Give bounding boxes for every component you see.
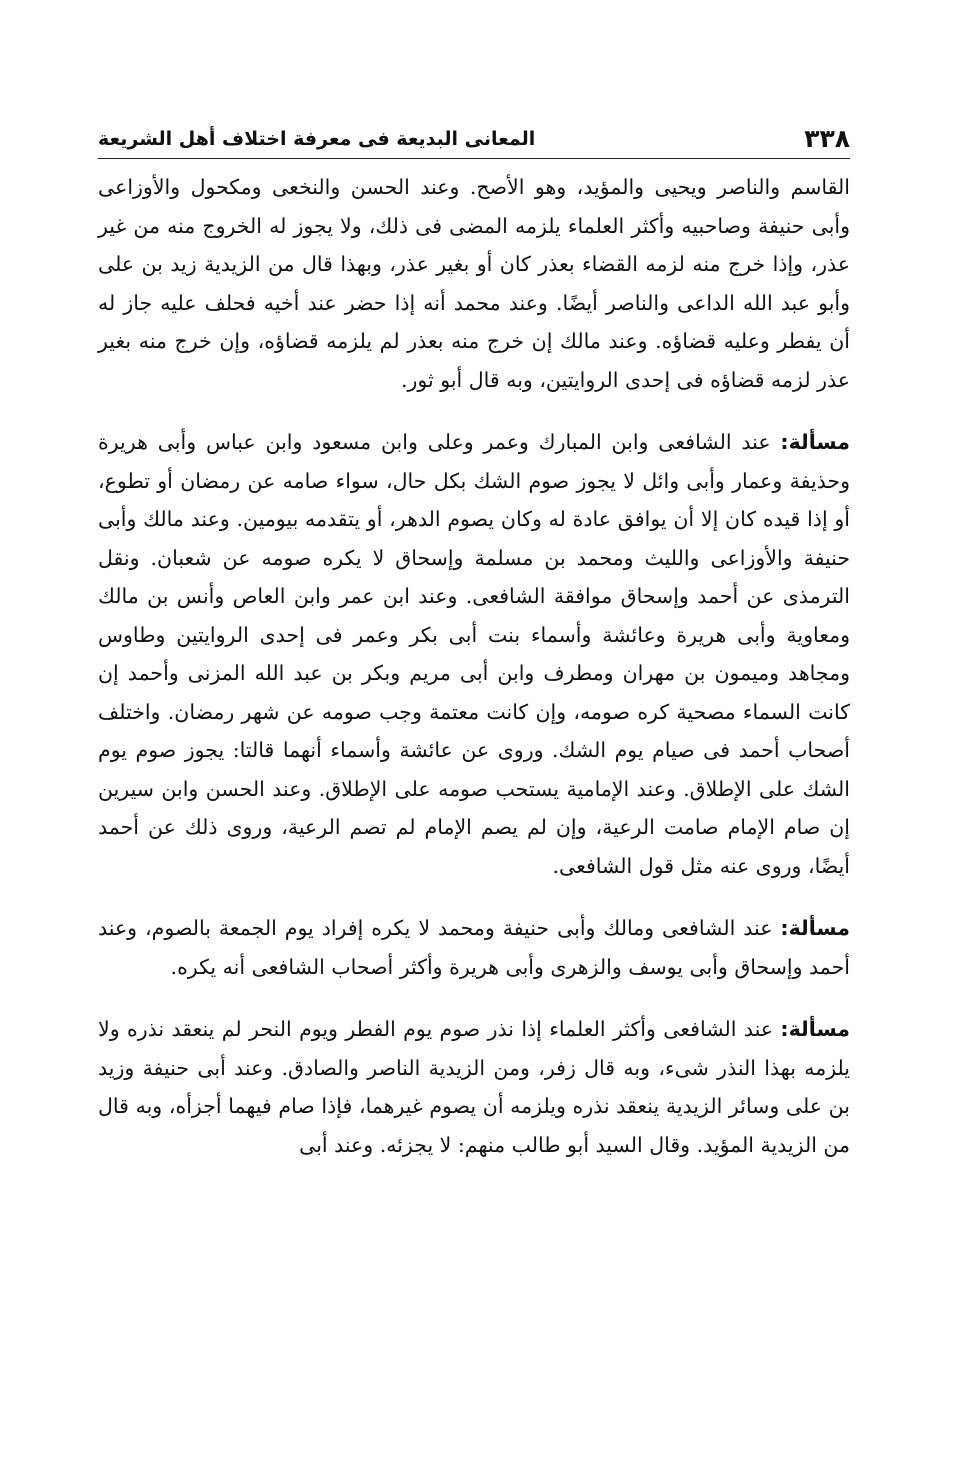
masala-label: مسألة:	[780, 430, 850, 454]
paragraph-text: عند الشافعى وأكثر العلماء إذا نذر صوم يوم الفطر ويوم النحر لم ينعقد نذره ولا يلزمه بهذا النذر شىء، وبه قال زفر، ومن الزيدية الناصر والصادق. وعند أبى حنيفة وزيد بن على وسائر الزيدية ينعقد نذره ويلزمه أن يصوم غيرهما، فإذا صام فيهما أجزأه، وبه قال من الزيدية المؤيد. وقال السيد أبو طالب منهم: لا يجزئه. وعند أبى	[98, 1017, 850, 1157]
page-body	[98, 168, 850, 1164]
paragraph-masala-friday	[98, 909, 850, 986]
page-header	[98, 118, 850, 159]
paragraph-masala-vow	[98, 1010, 850, 1164]
running-title: المعانى البديعة فى معرفة اختلاف أهل الشريعة	[98, 128, 536, 150]
page-number: ٣٣٨	[804, 124, 850, 153]
masala-label: مسألة:	[780, 1017, 850, 1041]
paragraph-text: القاسم والناصر ويحيى والمؤيد، وهو الأصح. وعند الحسن والنخعى ومكحول والأوزاعى وأبى حنيفة وصاحبيه وأكثر العلماء يلزمه المضى فى ذلك، ولا يجوز له الخروج منه من غير عذر، وإذا خرج منه لزمه القضاء بعذر كان أو بغير عذر، وبهذا قال من الزيدية زيد بن على وأبو عبد الله الداعى والناصر أيضًا. وعند محمد أنه إذا حضر عند أخيه فحلف عليه جاز له أن يفطر وعليه قضاؤه. وعند مالك إن خرج منه بعذر لم يلزمه قضاؤه، وإن خرج منه بغير عذر لزمه قضاؤه فى إحدى الروايتين، وبه قال أبو ثور.	[98, 175, 850, 392]
paragraph-text: عند الشافعى ومالك وأبى حنيفة ومحمد لا يكره إفراد يوم الجمعة بالصوم، وعند أحمد وإسحاق وأبى يوسف والزهرى وأبى هريرة وأكثر أصحاب الشافعى أنه يكره.	[98, 916, 850, 979]
masala-label: مسألة:	[780, 916, 850, 940]
paragraph-text: عند الشافعى وابن المبارك وعمر وعلى وابن مسعود وابن عباس وأبى هريرة وحذيفة وعمار وأبى وائل لا يجوز صوم الشك بكل حال، سواء صامه عن رمضان أو تطوع، أو إذا قيده كان إلا أن يوافق عادة له وكان يصوم الدهر، أو يتقدمه بيومين. وعند مالك وأبى حنيفة والأوزاعى والليث ومحمد بن مسلمة وإسحاق لا يكره صومه عن شعبان. ونقل الترمذى عن أحمد وإسحاق موافقة الشافعى. وعند ابن عمر وابن العاص وأنس بن مالك ومعاوية وأبى هريرة وعائشة وأسماء بنت أبى بكر وعمر فى إحدى الروايتين وطاوس ومجاهد وميمون بن مهران ومطرف وابن أبى مريم وبكر بن عبد الله المزنى وأحمد إن كانت السماء مصحية كره صومه، وإن كانت معتمة وجب صومه عن شهر رمضان. واختلف أصحاب أحمد فى صيام يوم الشك. وروى عن عائشة وأسماء أنهما قالتا: يجوز صوم يوم الشك على الإطلاق. وعند الإمامية يستحب صومه على الإطلاق. وعند الحسن وابن سيرين إن صام الإمام صامت الرعية، وإن لم يصم الإمام لم تصم الرعية، وروى ذلك عن أحمد أيضًا، وروى عنه مثل قول الشافعى.	[98, 430, 850, 878]
paragraph-continuation	[98, 168, 850, 399]
paragraph-masala-doubt-day	[98, 423, 850, 885]
